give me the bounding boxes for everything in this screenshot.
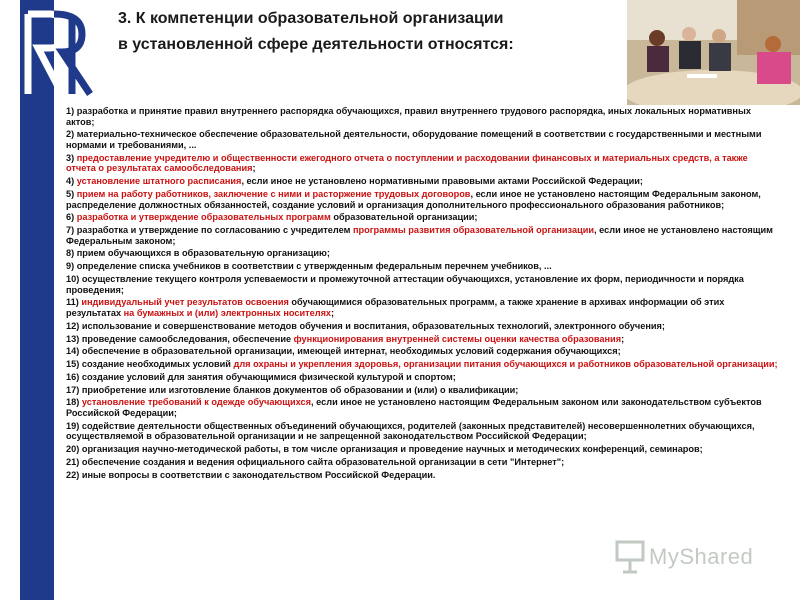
- list-item: [66, 321, 778, 332]
- list-item: [66, 153, 778, 174]
- item-text: 9) определение списка учебников в соответствии с утвержденным федеральным перечнем учебников, ...: [66, 261, 552, 272]
- item-text: 8) прием обучающихся в образовательную организацию;: [66, 248, 330, 259]
- item-text: 15) создание необходимых условий: [66, 359, 234, 370]
- watermark: [615, 540, 775, 576]
- highlighted-text: разработка и утверждение образовательных программ: [76, 212, 331, 223]
- list-item: [66, 444, 778, 455]
- item-text: образовательной организации;: [330, 212, 478, 223]
- presentation-board-icon: [615, 540, 645, 574]
- title-line-2: в установленной сфере деятельности относятся:: [118, 36, 514, 53]
- item-text: 17) приобретение или изготовление бланков документов об образовании и (или) о квалификации;: [66, 384, 519, 395]
- item-text: , если иное не установлено нормативными правовыми актами Российской Федерации;: [241, 176, 643, 187]
- item-text: ;: [621, 333, 625, 344]
- item-text: 10) осуществление текущего контроля успеваемости и промежуточной аттестации обучающихся, установление их форм, периодичности и порядка проведения;: [66, 274, 744, 295]
- item-text: ;: [252, 163, 256, 174]
- item-text: 2) материально-техническое обеспечение образовательной деятельности, оборудование помещений в соответствии с государственными и местными нормами и требованиями, ...: [66, 129, 762, 150]
- list-item: [66, 470, 778, 481]
- list-item: [66, 189, 778, 210]
- item-text: 5): [66, 188, 77, 199]
- list-item: [66, 385, 778, 396]
- list-item: [66, 457, 778, 468]
- item-text: обучающимися образовательных программ, а также хранение в архивах информации об этих результатах: [66, 297, 725, 318]
- list-item: [66, 248, 778, 259]
- item-text: 1) разработка и принятие правил внутреннего распорядка обучающихся, правил внутреннего трудового распорядка, иных локальных нормативных актов;: [66, 106, 751, 127]
- page-title: [118, 6, 618, 58]
- item-text: 7) разработка и утверждение по согласованию с учредителем: [66, 225, 353, 236]
- item-text: 4): [66, 176, 77, 187]
- highlighted-text: на бумажных и (или) электронных носителях: [123, 307, 332, 318]
- list-item: [66, 176, 778, 187]
- highlighted-text: установление штатного расписания: [76, 176, 242, 187]
- item-text: 22) иные вопросы в соответствии с законодательством Российской Федерации.: [66, 469, 436, 480]
- highlighted-text: для охраны и укрепления здоровья, организации питания обучающихся и работников образовательной организации;: [233, 359, 778, 370]
- highlighted-text: прием на работу работников, заключение с ними и расторжение трудовых договоров: [76, 188, 471, 199]
- item-text: 3): [66, 152, 77, 163]
- list-item: [66, 359, 778, 370]
- item-text: 21) обеспечение создания и ведения официального сайта образовательной организации в сети "Интернет";: [66, 456, 565, 467]
- highlighted-text: индивидуальный учет результатов освоения: [81, 297, 289, 308]
- highlighted-text: программы развития образовательной организации: [352, 225, 595, 236]
- meeting-photo: [627, 0, 800, 105]
- list-item: [66, 334, 778, 345]
- item-text: 11): [66, 297, 82, 308]
- watermark-text: MyShared: [649, 544, 754, 569]
- list-item: [66, 372, 778, 383]
- item-text: 20) организация научно-методической работы, в том числе организация и проведение научных и методических конференций, семинаров;: [66, 444, 703, 455]
- item-text: 12) использование и совершенствование методов обучения и воспитания, образовательных технологий, электронного обучения;: [66, 320, 665, 331]
- item-text: 6): [66, 212, 77, 223]
- list-item: [66, 274, 778, 295]
- item-text: 18): [66, 397, 82, 408]
- highlighted-text: функционирования внутренней системы оценки качества образования: [293, 333, 622, 344]
- item-text: , если иное не установлено настоящим Федеральным законом, распределение должностных обязанностей, создание условий и организация дополнительного профессионального образования работников;: [66, 188, 761, 210]
- list-item: [66, 106, 778, 127]
- item-text: , если иное не установлено настоящим Федеральным законом или законодательством субъектов Российской Федерации;: [66, 397, 762, 419]
- highlighted-text: предоставление учредителю и общественности ежегодного отчета о поступлении и расходовании финансовых и материальных средств, а также отчета о результатах самообследования: [66, 152, 748, 174]
- competence-list: [66, 106, 778, 483]
- item-text: 13) проведение самообследования, обеспечение: [66, 333, 294, 344]
- item-text: 16) создание условий для занятия обучающимися физической культурой и спортом;: [66, 371, 456, 382]
- list-item: [66, 261, 778, 272]
- item-text: ;: [331, 307, 335, 318]
- item-text: 19) содействие деятельности общественных объединений обучающихся, родителей (законных представителей) несовершеннолетних обучающихся, осуществляемой в образовательной организации и не запрещенной законодательством Российской Федерации;: [66, 420, 755, 442]
- item-text: , если иное не установлено настоящим Федеральным законом;: [66, 225, 773, 246]
- list-item: [66, 129, 778, 150]
- item-text: 14) обеспечение в образовательной организации, имеющей интернат, необходимых условий содержания обучающихся;: [66, 346, 621, 357]
- list-item: [66, 421, 778, 442]
- hse-logo-icon: [20, 8, 100, 100]
- list-item: [66, 397, 778, 418]
- list-item: [66, 346, 778, 357]
- title-line-1: 3. К компетенции образовательной организации: [118, 10, 504, 27]
- list-item: [66, 297, 778, 318]
- list-item: [66, 212, 778, 223]
- list-item: [66, 225, 778, 246]
- highlighted-text: установление требований к одежде обучающихся: [81, 397, 312, 408]
